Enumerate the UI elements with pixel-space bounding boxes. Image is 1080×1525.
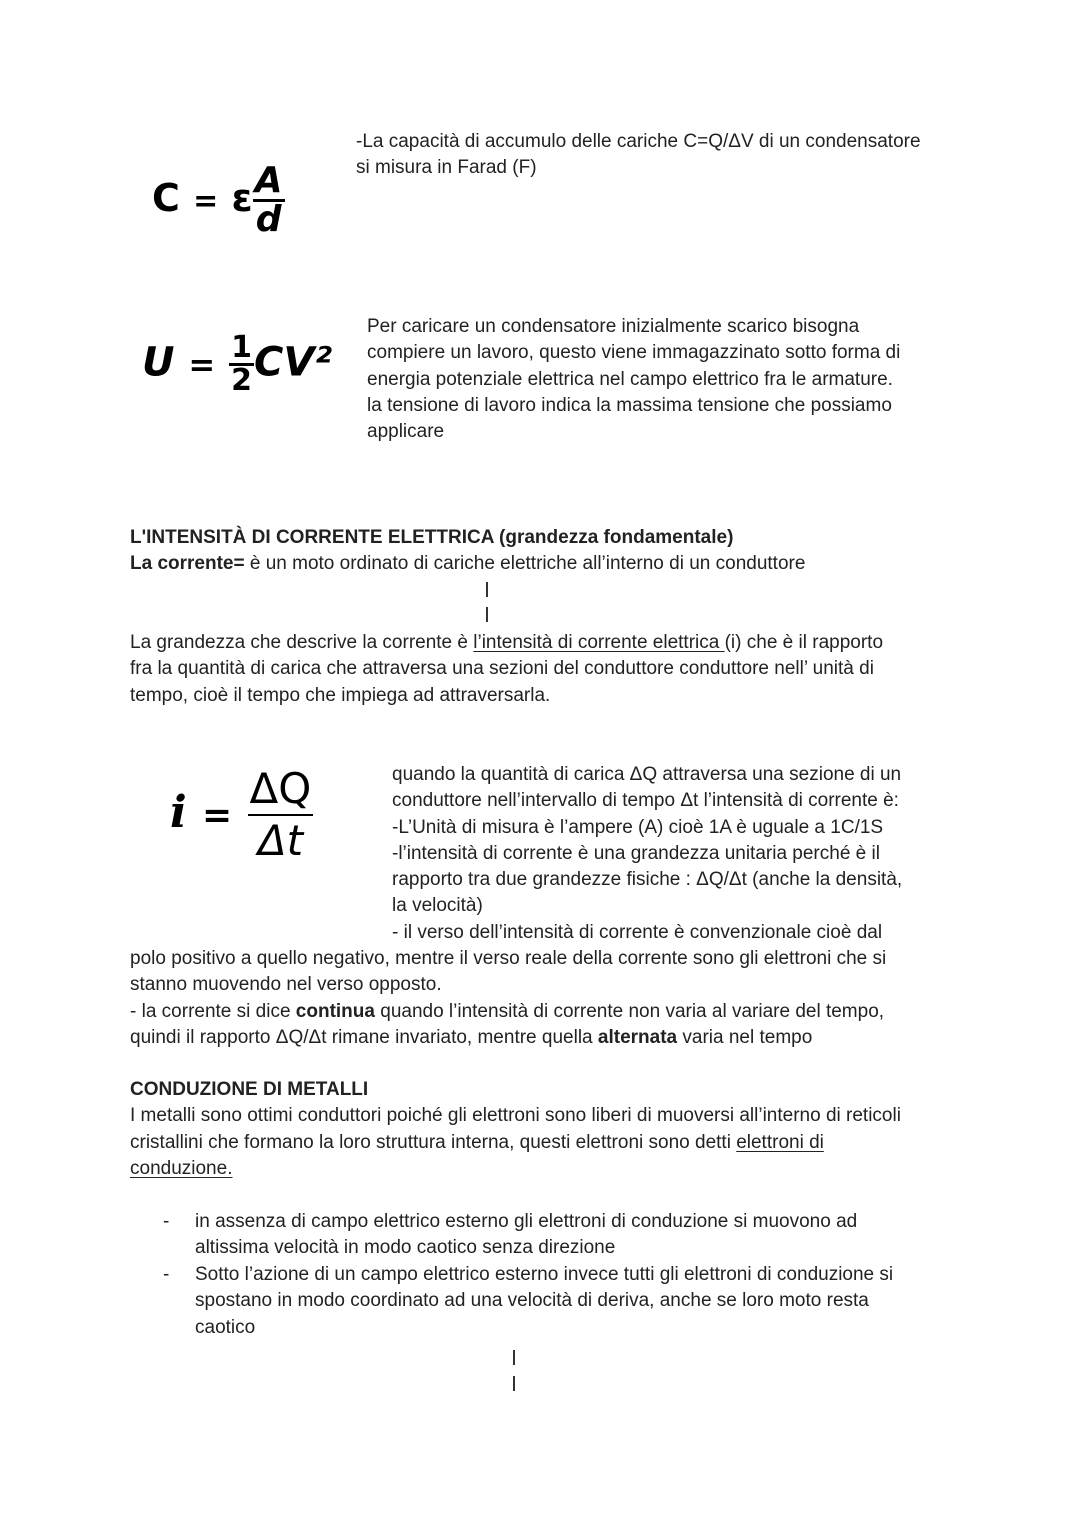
text-line: compiere un lavoro, questo viene immagazzinato sotto forma di	[367, 342, 901, 364]
formula-denominator: 2	[231, 363, 253, 398]
text-line: in assenza di campo elettrico esterno gli elettroni di conduzione si muovono ad	[195, 1211, 858, 1232]
text-span: La grandezza che descrive la corrente è	[130, 632, 474, 653]
formula-denominator: d	[255, 199, 282, 240]
formula-eq: =	[193, 184, 219, 219]
formula-lhs: U	[142, 339, 175, 386]
energy-formula	[142, 330, 332, 398]
formula-eq: =	[188, 345, 216, 384]
current-paragraph	[130, 630, 883, 709]
text-span: cristallini che formano la loro struttura interna, questi elettroni sono detti	[130, 1131, 737, 1153]
text-line	[130, 1156, 901, 1182]
capacitance-description	[356, 129, 921, 182]
underlined-term: conduzione.	[130, 1157, 233, 1179]
text-span: varia nel tempo	[677, 1026, 813, 1048]
text-span: - la corrente si dice	[130, 1000, 296, 1022]
text-line: energia potenziale elettrica nel campo elettrico fra le armature.	[367, 368, 893, 390]
text-line: -L’Unità di misura è l’ampere (A) cioè 1A è uguale a 1C/1S	[392, 816, 884, 838]
text-line: Sotto l’azione di un campo elettrico esterno invece tutti gli elettroni di conduzione si	[195, 1264, 894, 1285]
text-span: (i) che è il rapporto	[724, 632, 884, 653]
energy-description	[367, 314, 900, 445]
list-item	[195, 1209, 857, 1262]
definition-text: è un moto ordinato di cariche elettriche all’interno di un conduttore	[244, 553, 806, 575]
underlined-term: elettroni di	[736, 1131, 824, 1153]
arrow-line	[486, 582, 488, 597]
formula-numerator: A	[254, 160, 283, 201]
text-line: Per caricare un condensatore inizialmente scarico bisogna	[367, 316, 860, 337]
bullet-dash: -	[163, 1264, 170, 1285]
formula-rhs: CV²	[254, 339, 332, 386]
current-formula	[170, 764, 313, 865]
text-line: la velocità)	[392, 895, 483, 917]
capacitance-formula	[152, 160, 285, 240]
text-line: caotico	[195, 1316, 256, 1338]
text-line: conduttore nell’intervallo di tempo Δt l’intensità di corrente è:	[392, 790, 899, 812]
text-line	[130, 1130, 901, 1156]
text-line: quando la quantità di carica ΔQ attraversa una sezione di un	[392, 764, 902, 785]
text-line: altissima velocità in modo caotico senza direzione	[195, 1237, 616, 1259]
text-line	[130, 999, 886, 1025]
bold-term: continua	[295, 1000, 375, 1022]
text-line: fra la quantità di carica che attraversa una sezioni del conduttore conduttore nell’ unità di	[130, 658, 874, 680]
arrow-line	[486, 607, 488, 622]
current-continuation	[130, 946, 886, 1051]
text-line: la tensione di lavoro indica la massima tensione che possiamo	[367, 394, 892, 416]
formula-lhs: i	[170, 787, 187, 838]
bold-term: alternata	[597, 1026, 678, 1048]
text-line: tempo, cioè il tempo che impiega ad attraversarla.	[130, 684, 551, 706]
arrow-line	[513, 1376, 515, 1391]
formula-numerator: ΔQ	[248, 768, 314, 816]
underlined-term: l’intensità di corrente elettrica	[473, 632, 725, 653]
formula-eq: =	[202, 795, 233, 836]
text-line: polo positivo a quello negativo, mentre il verso reale della corrente sono gli elettroni che si	[130, 948, 887, 969]
section-heading: CONDUZIONE DI METALLI	[130, 1079, 369, 1100]
metals-section	[130, 1077, 901, 1182]
formula-numerator: 1	[231, 330, 253, 365]
list-item	[195, 1262, 893, 1341]
text-line: rapporto tra due grandezze fisiche : ΔQ/Δt (anche la densità,	[392, 869, 903, 891]
text-line: -La capacità di accumulo delle cariche C=Q/ΔV di un condensatore	[356, 131, 921, 152]
bullet-dash: -	[163, 1211, 170, 1232]
current-definition	[130, 551, 805, 577]
text-span: quando l’intensità di corrente non varia al variare del tempo,	[374, 1000, 885, 1022]
text-line	[130, 630, 883, 656]
definition-term: La corrente=	[130, 553, 245, 575]
text-line: spostano in modo coordinato ad una velocità di deriva, anche se loro moto resta	[195, 1290, 869, 1312]
formula-epsilon: ε	[231, 176, 253, 220]
text-span: quindi il rapporto ΔQ/Δt rimane invariato, mentre quella	[130, 1026, 598, 1048]
text-line: -l’intensità di corrente è una grandezza unitaria perché è il	[392, 842, 880, 864]
text-line	[130, 1025, 886, 1051]
section-heading: L'INTENSITÀ DI CORRENTE ELETTRICA (grandezza fondamentale)	[130, 527, 734, 548]
current-section-intro	[130, 525, 805, 578]
current-description	[392, 762, 902, 946]
arrow-line	[513, 1350, 515, 1365]
text-line: si misura in Farad (F)	[356, 157, 537, 179]
text-line: stanno muovendo nel verso opposto.	[130, 974, 442, 996]
text-line: applicare	[367, 421, 445, 443]
text-line: I metalli sono ottimi conduttori poiché gli elettroni sono liberi di muoversi all’interno di reticoli	[130, 1105, 901, 1127]
formula-denominator: Δt	[257, 816, 304, 865]
formula-lhs: C	[152, 176, 180, 220]
text-line: - il verso dell’intensità di corrente è convenzionale cioè dal	[392, 921, 883, 943]
